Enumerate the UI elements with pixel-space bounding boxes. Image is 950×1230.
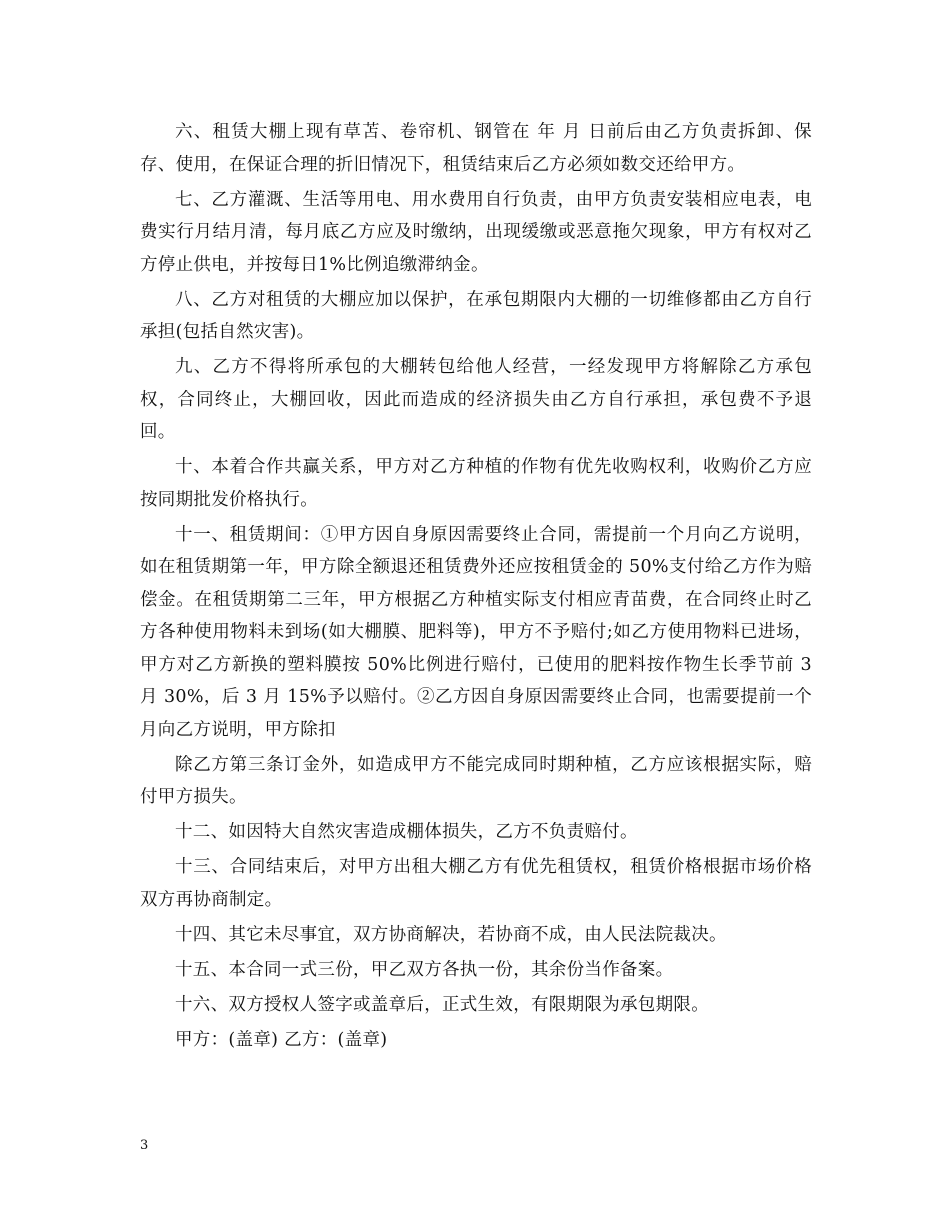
clause-7: 七、乙方灌溉、生活等用电、用水费用自行负责，由甲方负责安装相应电表，电费实行月结月清，每月底乙方应及时缴纳，出现缓缴或恶意拖欠现象，甲方有权对乙方停止供电，并按每日1%比例追缴滞纳金。 [140, 189, 812, 275]
clause-13: 十三、合同结束后，对甲方出租大棚乙方有优先租赁权，租赁价格根据市场价格双方再协商制定。 [140, 857, 812, 910]
clause-11-continued: 除乙方第三条订金外，如造成甲方不能完成同时期种植，乙方应该根据实际，赔付甲方损失。 [140, 754, 812, 807]
clause-12: 十二、如因特大自然灾害造成棚体损失，乙方不负责赔付。 [175, 822, 638, 842]
clause-11: 十一、租赁期间：①甲方因自身原因需要终止合同，需提前一个月向乙方说明，如在租赁期第一年，甲方除全额退还租赁费外还应按租赁金的 50%支付给乙方作为赔偿金。在租赁期第二三年，甲方根据乙方种植实际支付相应青苗费，在合同终止时乙方各种使用物料未到场(如大棚膜、肥料等)，甲方不予赔付;如乙方使用物料已进场，甲方对乙方新换的塑料膜按 50%比例进行赔付，已使用的肥料按作物生长季节前 3 月 30%，后 3 月 15%予以赔付。②乙方因自身原因需要终止合同，也需要提前一个月向乙方说明，甲方除扣 [140, 524, 812, 740]
clause-6: 六、租赁大棚上现有草苫、卷帘机、钢管在 年 月 日前后由乙方负责拆卸、保存、使用，在保证合理的折旧情况下，租赁结束后乙方必须如数交还给甲方。 [140, 122, 812, 175]
clause-8: 八、乙方对租赁的大棚应加以保护，在承包期限内大棚的一切维修都由乙方自行承担(包括自然灾害)。 [140, 289, 812, 342]
signature-line: 甲方：(盖章) 乙方：(盖章) [175, 1029, 388, 1050]
page-number: 3 [140, 1138, 149, 1153]
clause-14: 十四、其它未尽事宜，双方协商解决，若协商不成，由人民法院裁决。 [175, 924, 727, 945]
document-body [140, 116, 812, 1059]
clause-16: 十六、双方授权人签字或盖章后，正式生效，有限期限为承包期限。 [175, 994, 709, 1015]
clause-15: 十五、本合同一式三份，甲乙双方各执一份，其余份当作备案。 [175, 959, 674, 980]
clause-10: 十、本着合作共赢关系，甲方对乙方种植的作物有优先收购权利，收购价乙方应按同期批发价格执行。 [140, 457, 812, 510]
clause-9: 九、乙方不得将所承包的大棚转包给他人经营，一经发现甲方将解除乙方承包权，合同终止，大棚回收，因此而造成的经济损失由乙方自行承担，承包费不予退回。 [140, 357, 812, 442]
